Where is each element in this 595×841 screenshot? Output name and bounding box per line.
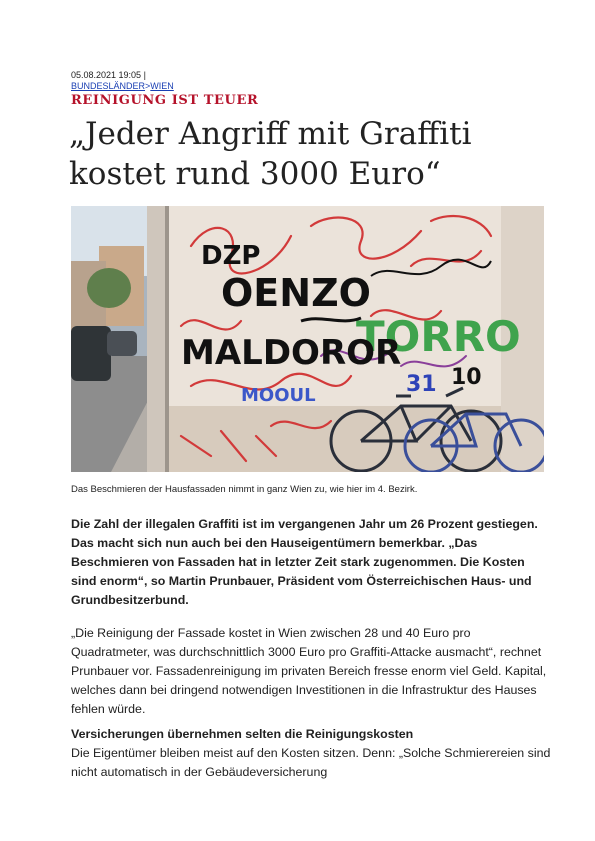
breadcrumb-subsection-link[interactable]: WIEN — [150, 81, 174, 91]
photo-caption: Das Beschmieren der Hausfassaden nimmt in ganz Wien zu, wie hier im 4. Bezirk. — [71, 484, 418, 495]
article-subheading: Versicherungen übernehmen selten die Reinigungskosten — [71, 727, 414, 741]
article-paragraph: „Die Reinigung der Fassade kostet in Wien zwischen 28 und 40 Euro pro Quadratmeter, was durchschnittlich 3000 Euro pro Graffiti-Attacke ausmacht“, rechnet Prunbauer vor. Fassadenreinigung im privaten Bereich fresse enorm viel Geld. Kapital, welches dann bei dringend notwendigen Investitionen in die Infrastruktur des Hauses fehlen würde. — [71, 626, 547, 716]
breadcrumb-separator: > — [145, 81, 151, 91]
graffiti-dzp: DZP — [201, 241, 261, 271]
article-lead: Die Zahl der illegalen Graffiti ist im vergangenen Jahr um 26 Prozent gestiegen. Das macht sich nun auch bei den Hauseigentümern bemerkbar. „Das Beschmieren von Fassaden hat in letzter Zeit stark zugenommen. Die Kosten sind enorm“, so Martin Prunbauer, Präsident vom Österreichischen Haus- und Grundbesitzerbund. — [71, 517, 538, 607]
graffiti-mooul: MOOUL — [241, 385, 316, 406]
graffiti-10: 10 — [451, 365, 482, 390]
article-kicker: REINIGUNG IST TEUER — [71, 93, 259, 108]
graffiti-torro: TORRO — [356, 312, 521, 361]
breadcrumb — [71, 81, 174, 92]
article-headline: „Jeder Angriff mit Graffiti kostet rund 3000 Euro“ — [69, 116, 472, 192]
graffiti-maldoror: MALDOROR — [181, 333, 402, 373]
graffiti-31: 31 — [406, 372, 437, 397]
article-datetime: 05.08.2021 19:05 | — [71, 70, 146, 80]
article-paragraph-2: Die Eigentümer bleiben meist auf den Kosten sitzen. Denn: „Solche Schmierereien sind nicht automatisch in der Gebäudeversicherung — [71, 746, 551, 779]
graffiti-facade-image — [71, 206, 544, 472]
breadcrumb-section-link[interactable]: BUNDESLÄNDER — [71, 81, 146, 91]
graffiti-oenzo: OENZO — [221, 271, 371, 315]
article-photo — [71, 206, 544, 472]
